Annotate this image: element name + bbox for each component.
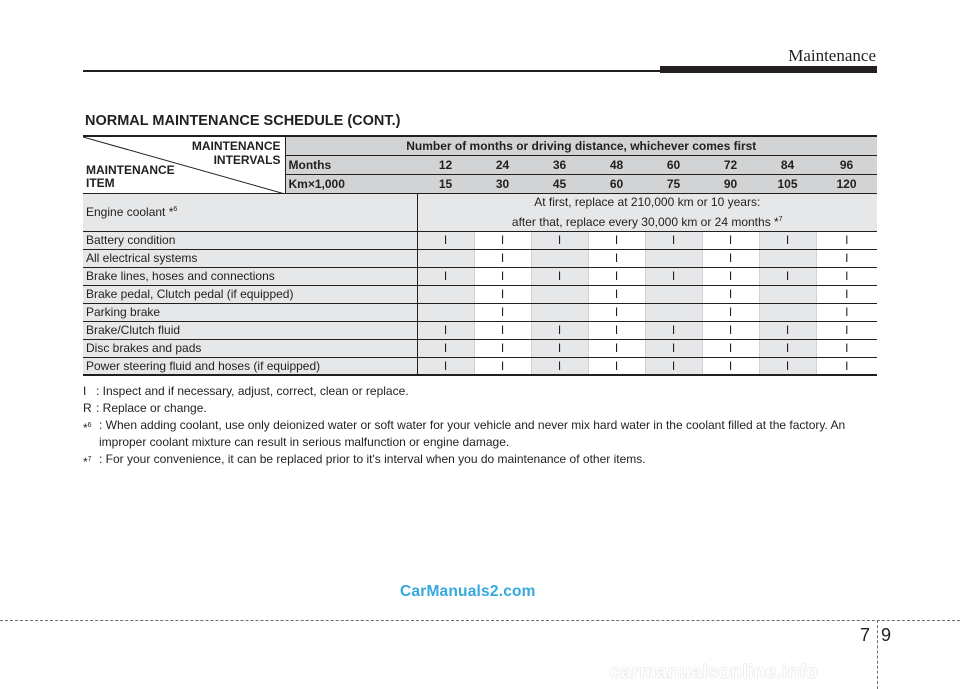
km-cell-105: 105	[759, 174, 816, 193]
schedule-cell: I	[702, 285, 759, 303]
schedule-cell: I	[645, 339, 702, 357]
bottom-watermark: carmanualsonline.info	[610, 662, 818, 683]
schedule-cell: I	[588, 321, 645, 339]
schedule-cell: I	[531, 339, 588, 357]
coolant-row	[83, 193, 877, 231]
schedule-cell: I	[417, 339, 474, 357]
schedule-cell: I	[417, 357, 474, 375]
note-interval-key	[83, 451, 96, 471]
schedule-title: NORMAL MAINTENANCE SCHEDULE (CONT.)	[85, 113, 401, 129]
months-cell-96: 96	[816, 155, 877, 174]
table-row	[83, 285, 877, 303]
km-cell-60: 60	[588, 174, 645, 193]
schedule-cell	[417, 303, 474, 321]
months-cell-72: 72	[702, 155, 759, 174]
schedule-cell: I	[531, 231, 588, 249]
schedule-cell: I	[531, 357, 588, 375]
schedule-cell: I	[816, 357, 877, 375]
schedule-cell: I	[417, 231, 474, 249]
schedule-cell: I	[816, 249, 877, 267]
coolant-note-line1: At first, replace at 210,000 km or 10 years:	[534, 194, 761, 209]
coolant-note-line2: after that, replace every 30,000 km or 24 months *	[511, 214, 779, 229]
schedule-cell: I	[417, 267, 474, 285]
row-item-label: Disc brakes and pads	[83, 339, 417, 357]
note-inspect-text: : Inspect and if necessary, adjust, correct, clean or replace.	[96, 384, 409, 398]
coolant-note-sup: 7	[778, 215, 783, 223]
note-coolant-asterisk: *	[83, 421, 88, 435]
row-item-label: Parking brake	[83, 303, 417, 321]
note-coolant-text: : When adding coolant, use only deionized water or soft water for your vehicle and never mix hard water in the coolant filled at the factory. An improper coolant mixture can result in serious malfunction or engine damage.	[99, 418, 846, 449]
table-row	[83, 339, 877, 357]
schedule-cell	[531, 285, 588, 303]
note-coolant-sup: 6	[87, 422, 92, 429]
km-cell-90: 90	[702, 174, 759, 193]
schedule-cell	[531, 303, 588, 321]
schedule-cell: I	[759, 231, 816, 249]
schedule-cell: I	[588, 267, 645, 285]
schedule-cell: I	[588, 339, 645, 357]
schedule-cell: I	[474, 339, 531, 357]
legend-notes	[83, 383, 883, 471]
row-item-label: Brake pedal, Clutch pedal (if equipped)	[83, 285, 417, 303]
km-cell-15: 15	[417, 174, 474, 193]
months-cell-84: 84	[759, 155, 816, 174]
note-replace-text: : Replace or change.	[96, 401, 207, 415]
schedule-cell: I	[816, 267, 877, 285]
schedule-cell: I	[588, 231, 645, 249]
row-item-label: Battery condition	[83, 231, 417, 249]
schedule-cell: I	[474, 285, 531, 303]
schedule-cell: I	[645, 357, 702, 375]
schedule-cell: I	[816, 339, 877, 357]
km-label: Km×1,000	[285, 174, 417, 193]
months-cell-24: 24	[474, 155, 531, 174]
schedule-cell: I	[531, 321, 588, 339]
note-coolant	[83, 417, 883, 451]
note-interval	[83, 451, 883, 471]
schedule-cell	[417, 285, 474, 303]
table-corner-header	[83, 136, 285, 193]
note-interval-asterisk: *	[83, 455, 88, 469]
schedule-cell: I	[474, 249, 531, 267]
km-cell-75: 75	[645, 174, 702, 193]
coolant-interval-note	[417, 193, 877, 231]
schedule-cell: I	[474, 267, 531, 285]
schedule-cell	[645, 249, 702, 267]
schedule-cell: I	[645, 231, 702, 249]
note-replace	[83, 400, 883, 417]
schedule-cell	[645, 303, 702, 321]
schedule-cell: I	[816, 285, 877, 303]
schedule-cell	[759, 249, 816, 267]
schedule-cell: I	[474, 321, 531, 339]
km-cell-120: 120	[816, 174, 877, 193]
schedule-cell: I	[531, 267, 588, 285]
section-title: Maintenance	[788, 46, 876, 65]
schedule-cell: I	[759, 267, 816, 285]
schedule-cell: I	[588, 249, 645, 267]
schedule-cell	[645, 285, 702, 303]
table-row	[83, 303, 877, 321]
note-coolant-key	[83, 417, 96, 451]
header-rule-thin	[83, 70, 660, 72]
note-inspect	[83, 383, 883, 400]
row-item-label: Power steering fluid and hoses (if equipped)	[83, 357, 417, 375]
schedule-cell: I	[702, 267, 759, 285]
schedule-cell: I	[702, 339, 759, 357]
schedule-cell: I	[645, 267, 702, 285]
schedule-cell: I	[645, 321, 702, 339]
note-inspect-key: I	[83, 384, 87, 398]
schedule-cell: I	[816, 231, 877, 249]
note-interval-text: : For your convenience, it can be replaced prior to it's interval when you do maintenance of other items.	[99, 452, 646, 466]
schedule-cell: I	[759, 339, 816, 357]
schedule-cell: I	[702, 303, 759, 321]
coolant-sup: 6	[173, 206, 178, 213]
schedule-cell: I	[474, 357, 531, 375]
header-rule-thick	[660, 66, 877, 73]
km-cell-45: 45	[531, 174, 588, 193]
schedule-cell: I	[588, 303, 645, 321]
coolant-label: Engine coolant *	[86, 205, 174, 219]
months-cell-60: 60	[645, 155, 702, 174]
schedule-cell	[759, 303, 816, 321]
corner-intervals-label: MAINTENANCE INTERVALS	[191, 139, 281, 167]
schedule-cell	[531, 249, 588, 267]
schedule-cell: I	[702, 321, 759, 339]
months-label: Months	[285, 155, 417, 174]
schedule-cell	[759, 285, 816, 303]
span-header: Number of months or driving distance, whichever comes first	[285, 136, 877, 155]
table-row	[83, 249, 877, 267]
schedule-cell: I	[474, 303, 531, 321]
row-item-label: Brake/Clutch fluid	[83, 321, 417, 339]
table-row	[83, 321, 877, 339]
km-cell-30: 30	[474, 174, 531, 193]
maintenance-schedule-table	[83, 135, 877, 376]
row-item-label: All electrical systems	[83, 249, 417, 267]
schedule-cell: I	[816, 321, 877, 339]
schedule-cell: I	[702, 231, 759, 249]
schedule-cell: I	[588, 357, 645, 375]
table-row	[83, 357, 877, 375]
months-cell-12: 12	[417, 155, 474, 174]
table-row	[83, 231, 877, 249]
schedule-cell: I	[474, 231, 531, 249]
site-watermark[interactable]: CarManuals2.com	[400, 583, 536, 600]
schedule-cell: I	[588, 285, 645, 303]
schedule-cell	[417, 249, 474, 267]
note-replace-key: R	[83, 401, 92, 415]
note-interval-sup: 7	[87, 456, 92, 463]
schedule-cell: I	[702, 357, 759, 375]
header-row-span	[83, 136, 877, 155]
schedule-cell: I	[702, 249, 759, 267]
corner-item-label: MAINTENANCE ITEM	[86, 162, 175, 190]
months-cell-48: 48	[588, 155, 645, 174]
page-number: 79	[860, 625, 903, 645]
schedule-cell: I	[759, 321, 816, 339]
schedule-cell: I	[417, 321, 474, 339]
months-cell-36: 36	[531, 155, 588, 174]
schedule-cell: I	[816, 303, 877, 321]
schedule-cell: I	[759, 357, 816, 375]
coolant-item	[83, 193, 417, 231]
table-row	[83, 267, 877, 285]
footer-dashed-rule	[0, 620, 960, 621]
row-item-label: Brake lines, hoses and connections	[83, 267, 417, 285]
